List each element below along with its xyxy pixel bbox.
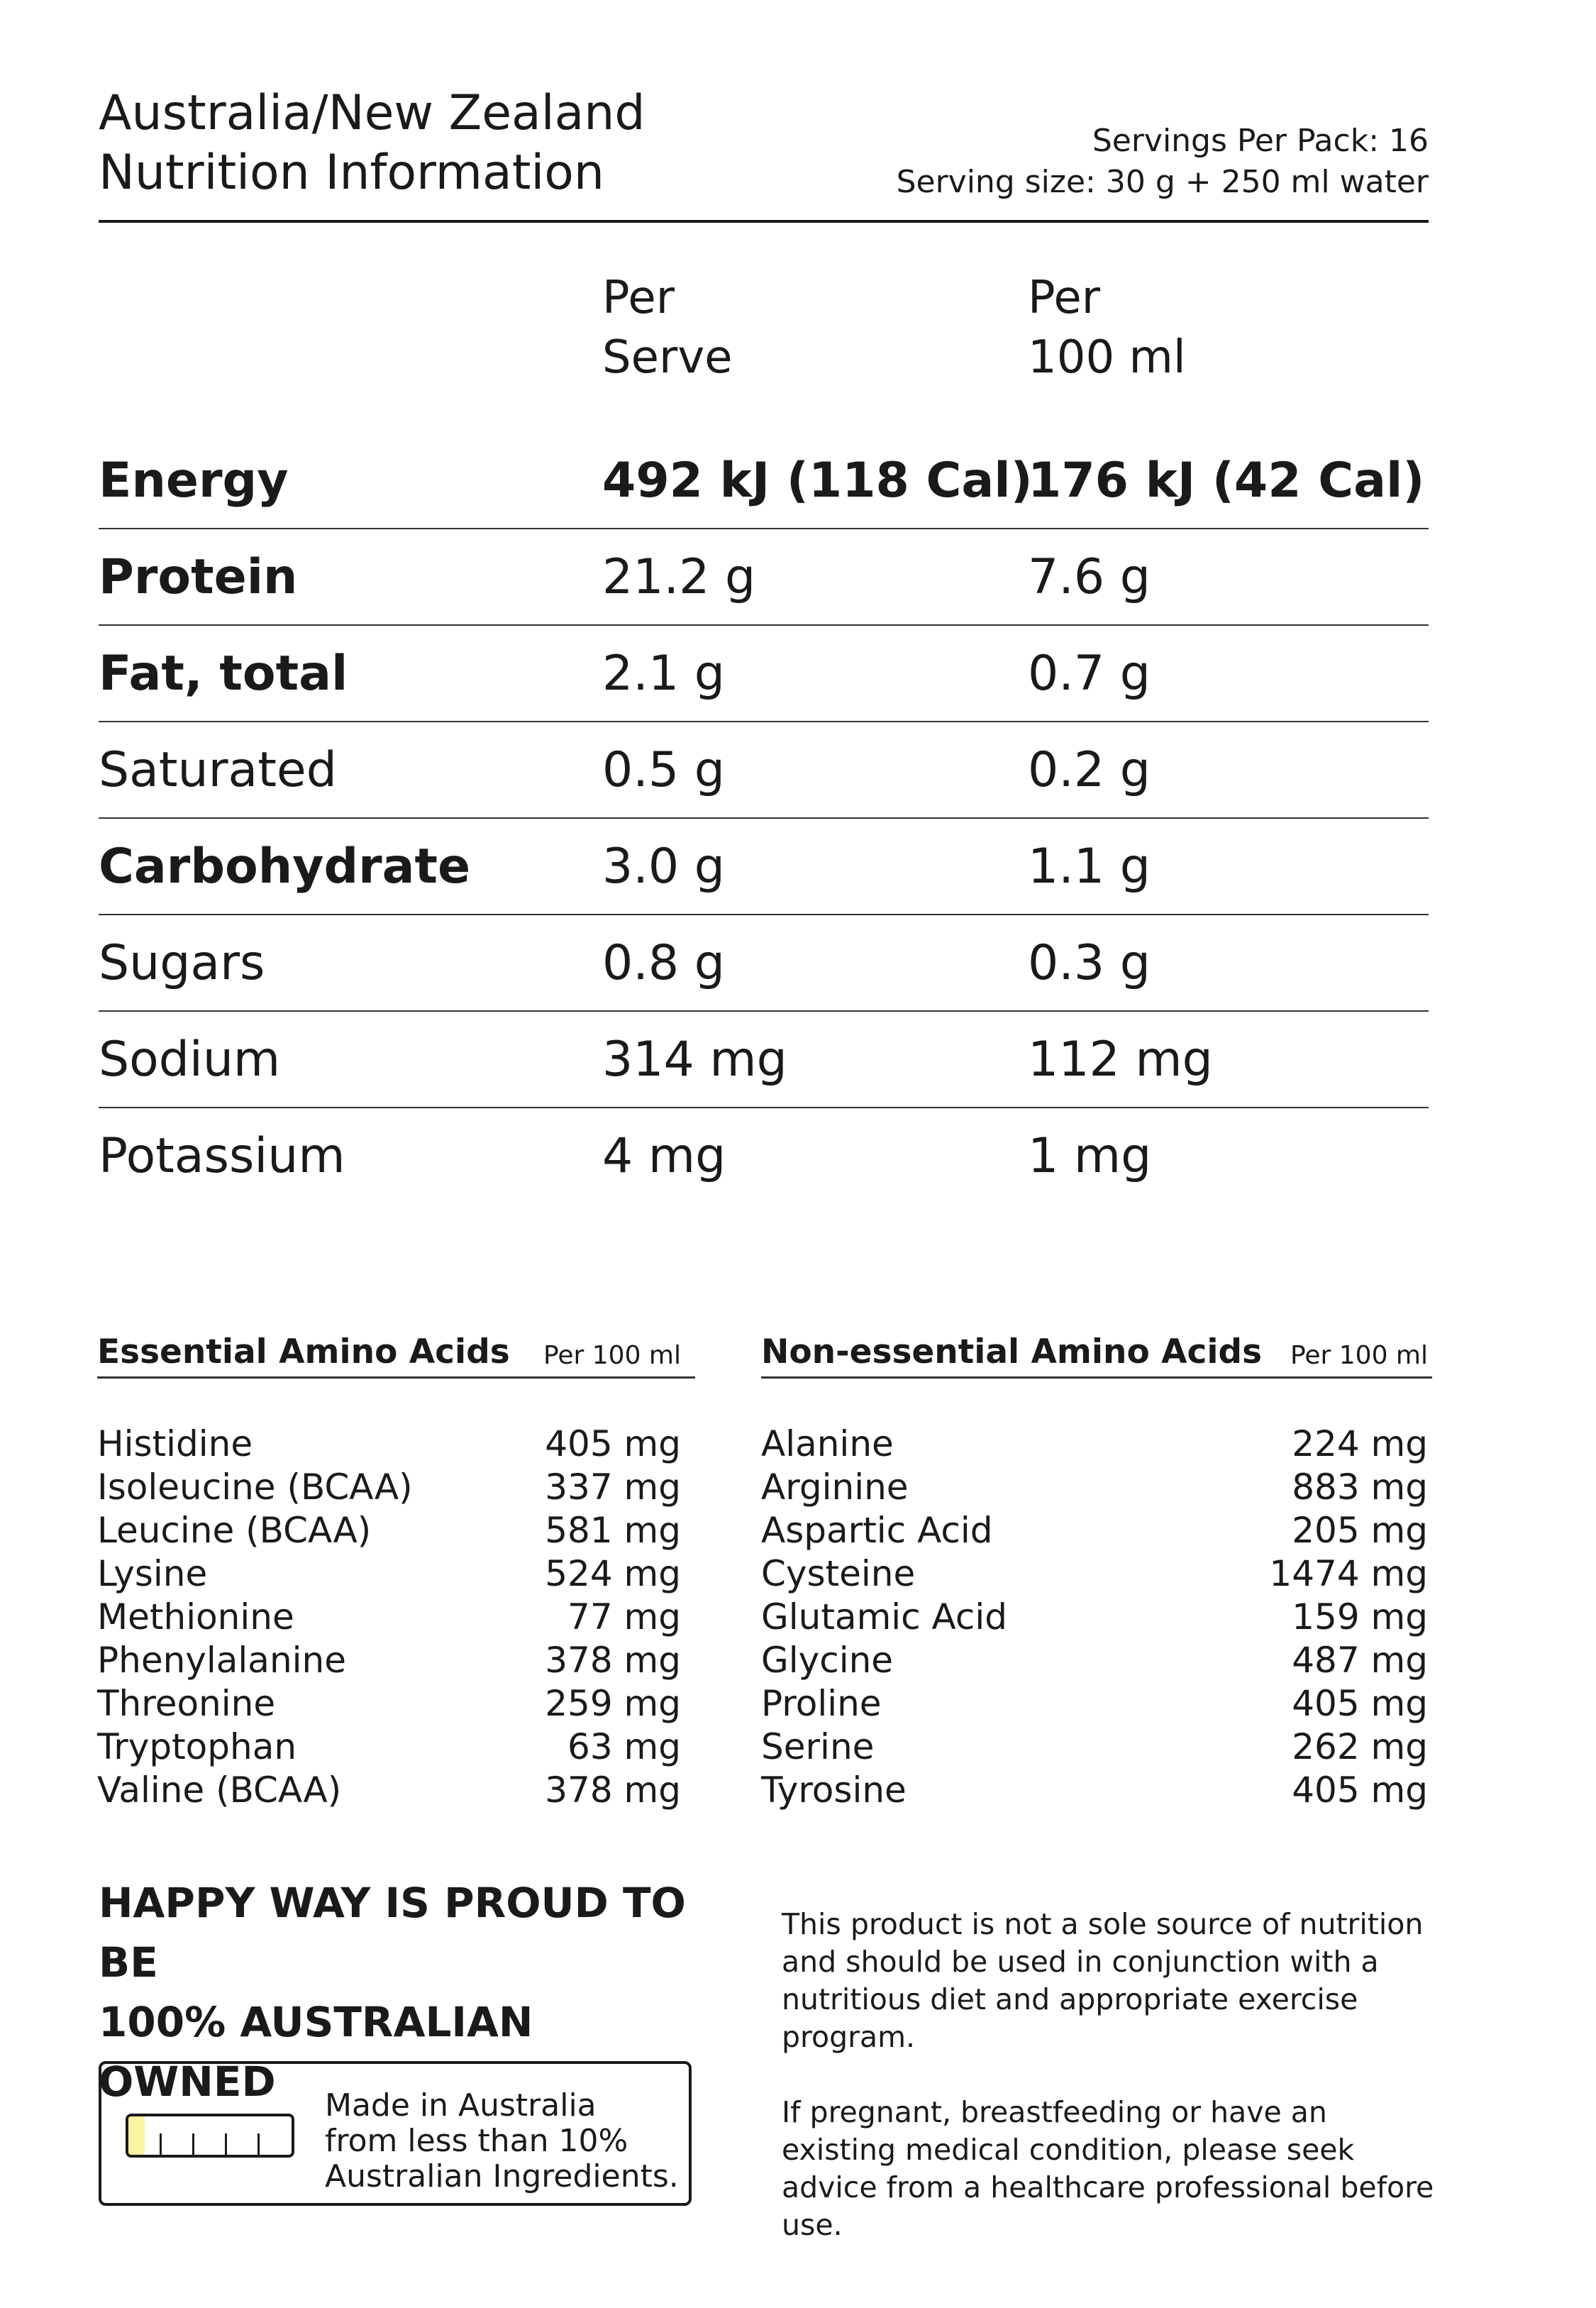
amino-acid-name: Threonine — [97, 1683, 276, 1724]
per-serve-value: 0.8 g — [602, 935, 725, 991]
amino-acid-name: Serine — [761, 1726, 875, 1767]
per-100ml-value: 176 kJ (42 Cal) — [1028, 453, 1425, 509]
amino-acid-row — [761, 1509, 1432, 1552]
disclaimer-sole-source: This product is not a sole source of nutrition and should be used in conjunction with a nutritious diet and appropriate exercise program. — [782, 1907, 1424, 2054]
nutrient-name: Potassium — [99, 1128, 345, 1184]
amino-acid-name: Proline — [761, 1683, 882, 1724]
per-serve-value: 492 kJ (118 Cal) — [602, 453, 1033, 509]
per-100ml-value: 112 mg — [1028, 1032, 1213, 1088]
amino-acid-value: 205 mg — [1292, 1510, 1428, 1551]
per-100ml-value: 0.7 g — [1028, 646, 1151, 702]
amino-acid-row — [761, 1466, 1432, 1509]
essential-amino-per: Per 100 ml — [543, 1341, 681, 1370]
nutrition-row — [99, 1012, 1429, 1108]
per-100-line-2: 100 ml — [1028, 331, 1186, 384]
amino-acid-value: 883 mg — [1292, 1467, 1428, 1508]
amino-acid-value: 63 mg — [567, 1726, 681, 1767]
amino-acid-row — [761, 1682, 1432, 1726]
amino-acid-row — [97, 1509, 695, 1552]
amino-acid-row — [97, 1466, 695, 1509]
amino-acid-row — [97, 1639, 695, 1682]
bar-tick — [225, 2133, 227, 2155]
nutrition-row — [99, 626, 1429, 722]
per-serve-line-2: Serve — [602, 331, 733, 384]
amino-acid-name: Isoleucine (BCAA) — [97, 1467, 413, 1508]
per-serve-value: 3.0 g — [602, 839, 725, 895]
per-serve-value: 0.5 g — [602, 742, 725, 798]
disclaimer-medical: If pregnant, breastfeeding or have an existing medical condition, please seek advice from a healthcare professional before use. — [782, 2095, 1434, 2242]
per-100ml-value: 0.2 g — [1028, 742, 1151, 798]
proud-line-1: HAPPY WAY IS PROUD TO BE — [99, 1879, 686, 1987]
nutrition-row — [99, 819, 1429, 915]
amino-acid-name: Tyrosine — [761, 1769, 907, 1811]
panel-title — [99, 84, 645, 203]
amino-acid-name: Alanine — [761, 1423, 894, 1464]
amino-acid-name: Tryptophan — [97, 1726, 297, 1767]
amino-acid-row — [97, 1769, 695, 1812]
amino-acid-name: Arginine — [761, 1467, 909, 1508]
made-in-line-3: Australian Ingredients. — [325, 2158, 679, 2194]
nonessential-amino-table — [761, 1327, 1432, 1812]
column-header-per-serve — [602, 268, 733, 387]
amino-acid-row — [97, 1596, 695, 1639]
amino-acid-name: Histidine — [97, 1423, 253, 1464]
per-100-line-1: Per — [1028, 272, 1100, 324]
column-header-per-100ml — [1028, 268, 1186, 387]
amino-acid-value: 224 mg — [1292, 1423, 1428, 1464]
per-100ml-value: 7.6 g — [1028, 549, 1151, 605]
amino-acid-name: Glutamic Acid — [761, 1596, 1007, 1638]
amino-acid-value: 405 mg — [545, 1423, 681, 1464]
amino-acid-value: 159 mg — [1292, 1596, 1428, 1638]
nutrient-name: Energy — [99, 453, 289, 509]
made-in-australia-text — [325, 2088, 679, 2194]
amino-acid-name: Cysteine — [761, 1553, 916, 1594]
amino-acid-row — [97, 1726, 695, 1769]
amino-acid-row — [761, 1552, 1432, 1596]
nutrient-name: Fat, total — [99, 646, 348, 702]
essential-amino-table — [97, 1327, 695, 1812]
per-100ml-value: 0.3 g — [1028, 935, 1151, 991]
amino-acid-value: 581 mg — [545, 1510, 681, 1551]
amino-acid-name: Valine (BCAA) — [97, 1769, 342, 1811]
essential-amino-list — [97, 1423, 695, 1812]
per-100ml-value: 1 mg — [1028, 1128, 1152, 1184]
serving-info — [897, 121, 1429, 203]
amino-acid-name: Lysine — [97, 1553, 208, 1594]
nutrient-name: Saturated — [99, 742, 337, 798]
amino-acid-value: 262 mg — [1292, 1726, 1428, 1767]
ingredient-bar-chart — [126, 2114, 294, 2158]
amino-acid-value: 259 mg — [545, 1683, 681, 1724]
amino-acid-value: 405 mg — [1292, 1683, 1428, 1724]
bar-tick — [257, 2133, 260, 2155]
nutrition-row — [99, 722, 1429, 819]
nonessential-amino-title: Non-essential Amino Acids — [761, 1332, 1263, 1371]
made-in-line-1: Made in Australia — [325, 2087, 597, 2124]
nutrition-table — [99, 433, 1429, 1203]
amino-acid-row — [761, 1423, 1432, 1466]
amino-acid-value: 1474 mg — [1269, 1553, 1428, 1594]
per-serve-value: 314 mg — [602, 1032, 787, 1088]
amino-acid-value: 77 mg — [567, 1596, 681, 1638]
nutrition-row — [99, 1108, 1429, 1203]
nutrition-row — [99, 433, 1429, 529]
nutrient-name: Sodium — [99, 1032, 281, 1088]
title-line-1: Australia/New Zealand — [99, 85, 645, 141]
nutrition-row — [99, 915, 1429, 1012]
amino-acid-name: Aspartic Acid — [761, 1510, 993, 1551]
essential-amino-header — [97, 1327, 695, 1379]
amino-acid-name: Leucine (BCAA) — [97, 1510, 372, 1551]
amino-acid-row — [761, 1596, 1432, 1639]
made-in-line-2: from less than 10% — [325, 2123, 628, 2159]
per-serve-value: 2.1 g — [602, 646, 725, 702]
servings-per-pack: Servings Per Pack: 16 — [1092, 123, 1429, 159]
per-serve-line-1: Per — [602, 272, 675, 324]
amino-acid-value: 524 mg — [545, 1553, 681, 1594]
amino-acid-row — [97, 1423, 695, 1466]
bar-tick — [192, 2133, 194, 2155]
nutrient-name: Carbohydrate — [99, 839, 471, 895]
proud-line-2: 100% AUSTRALIAN OWNED — [99, 1998, 533, 2106]
amino-acid-row — [761, 1726, 1432, 1769]
nutrition-row — [99, 529, 1429, 626]
serving-size: Serving size: 30 g + 250 ml water — [896, 164, 1429, 200]
title-line-2: Nutrition Information — [99, 145, 604, 201]
disclaimer — [782, 1906, 1441, 2282]
essential-amino-title: Essential Amino Acids — [97, 1332, 510, 1371]
amino-acid-value: 405 mg — [1292, 1769, 1428, 1811]
amino-acid-row — [761, 1769, 1432, 1812]
header-divider — [99, 220, 1429, 223]
per-serve-value: 4 mg — [602, 1128, 726, 1184]
amino-acid-row — [97, 1682, 695, 1726]
amino-acid-row — [97, 1552, 695, 1596]
nonessential-amino-list — [761, 1423, 1432, 1812]
nonessential-amino-per: Per 100 ml — [1290, 1341, 1428, 1370]
per-serve-value: 21.2 g — [602, 549, 756, 605]
amino-acid-value: 378 mg — [545, 1640, 681, 1681]
nutrient-name: Protein — [99, 549, 298, 605]
amino-acid-value: 378 mg — [545, 1769, 681, 1811]
amino-acid-name: Methionine — [97, 1596, 294, 1638]
amino-acid-name: Phenylalanine — [97, 1640, 346, 1681]
amino-acid-value: 337 mg — [545, 1467, 681, 1508]
amino-acid-value: 487 mg — [1292, 1640, 1428, 1681]
nutrient-name: Sugars — [99, 935, 265, 991]
amino-acid-name: Glycine — [761, 1640, 894, 1681]
bar-tick — [160, 2133, 162, 2155]
ingredient-bar-fill — [128, 2116, 145, 2155]
amino-acid-row — [761, 1639, 1432, 1682]
per-100ml-value: 1.1 g — [1028, 839, 1151, 895]
nonessential-amino-header — [761, 1327, 1432, 1379]
country-of-origin-label — [99, 2061, 692, 2206]
